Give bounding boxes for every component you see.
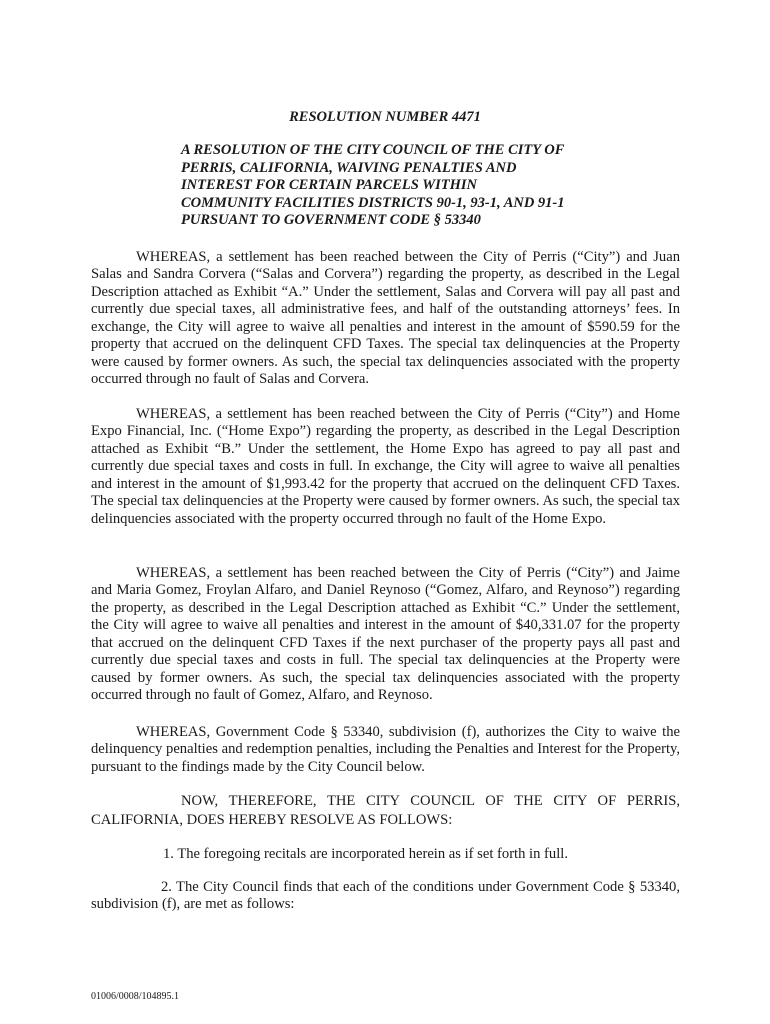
resolution-title: [181, 142, 601, 230]
resolve-item-1: 1. The foregoing recitals are incorporated herein as if set forth in full.: [163, 846, 568, 862]
title-line: PURSUANT TO GOVERNMENT CODE § 53340: [181, 212, 481, 229]
whereas-paragraph-4: WHEREAS, Government Code § 53340, subdivision (f), authorizes the City to waive the delinquency penalties and redemption penalties, including the Penalties and Interest for the Property, pursuant to the findings made by the City Council below.: [91, 724, 680, 775]
title-line: PERRIS, CALIFORNIA, WAIVING PENALTIES AND: [181, 159, 517, 176]
resolve-item-2: 2. The City Council finds that each of the conditions under Government Code § 53340, subdivision (f), are met as follows:: [91, 879, 680, 913]
title-line: A RESOLUTION OF THE CITY COUNCIL OF THE CITY OF: [181, 142, 565, 158]
title-line: COMMUNITY FACILITIES DISTRICTS 90-1, 93-1, AND 91-1: [181, 194, 565, 211]
whereas-paragraph-2: WHEREAS, a settlement has been reached between the City of Perris (“City”) and Home Expo Financial, Inc. (“Home Expo”) regarding the property, as described in the Legal Description attached as Exhibit “B.” Under the settlement, the Home Expo has agreed to pay all past and currently due special taxes and costs in full. In exchange, the City will agree to waive all penalties and interest in the amount of $1,993.42 for the property that accrued on the delinquent CFD Taxes. The special tax delinquencies at the Property were caused by former owners. As such, the special tax delinquencies associated with the property occurred through no fault of the Home Expo.: [91, 406, 680, 527]
title-line: INTEREST FOR CERTAIN PARCELS WITHIN: [181, 177, 477, 194]
whereas-paragraph-1: WHEREAS, a settlement has been reached between the City of Perris (“City”) and Juan Salas and Sandra Corvera (“Salas and Corvera”) regarding the property, as described in the Legal Description attached as Exhibit “A.” Under the settlement, Salas and Corvera will pay all past and currently due special taxes, all administrative fees, and half of the outstanding attorneys’ fees. In exchange, the City will agree to waive all penalties and interest in the amount of $590.59 for the property that accrued on the delinquent CFD Taxes. The special tax delinquencies at the Property were caused by former owners. As such, the special tax delinquencies associated with the property occurred through no fault of Salas and Corvera.: [91, 249, 680, 388]
now-therefore-clause: NOW, THEREFORE, THE CITY COUNCIL OF THE CITY OF PERRIS, CALIFORNIA, DOES HEREBY RESOLVE AS FOLLOWS:: [91, 793, 680, 828]
document-footer-id: 01006/0008/104895.1: [91, 991, 180, 1002]
resolution-number: RESOLUTION NUMBER 4471: [289, 109, 481, 125]
whereas-paragraph-3: WHEREAS, a settlement has been reached between the City of Perris (“City”) and Jaime and Maria Gomez, Froylan Alfaro, and Daniel Reynoso (“Gomez, Alfaro, and Reynoso”) regarding the property, as described in the Legal Description attached as Exhibit “C.” Under the settlement, the City will agree to waive all penalties and interest in the amount of $40,331.07 for the property that accrued on the delinquent CFD Taxes if the next purchaser of the property pays all past and currently due special taxes and costs in full. The special tax delinquencies at the Property were caused by former owners. As such, the special tax delinquencies associated with the property occurred through no fault of Gomez, Alfaro, and Reynoso.: [91, 565, 680, 704]
